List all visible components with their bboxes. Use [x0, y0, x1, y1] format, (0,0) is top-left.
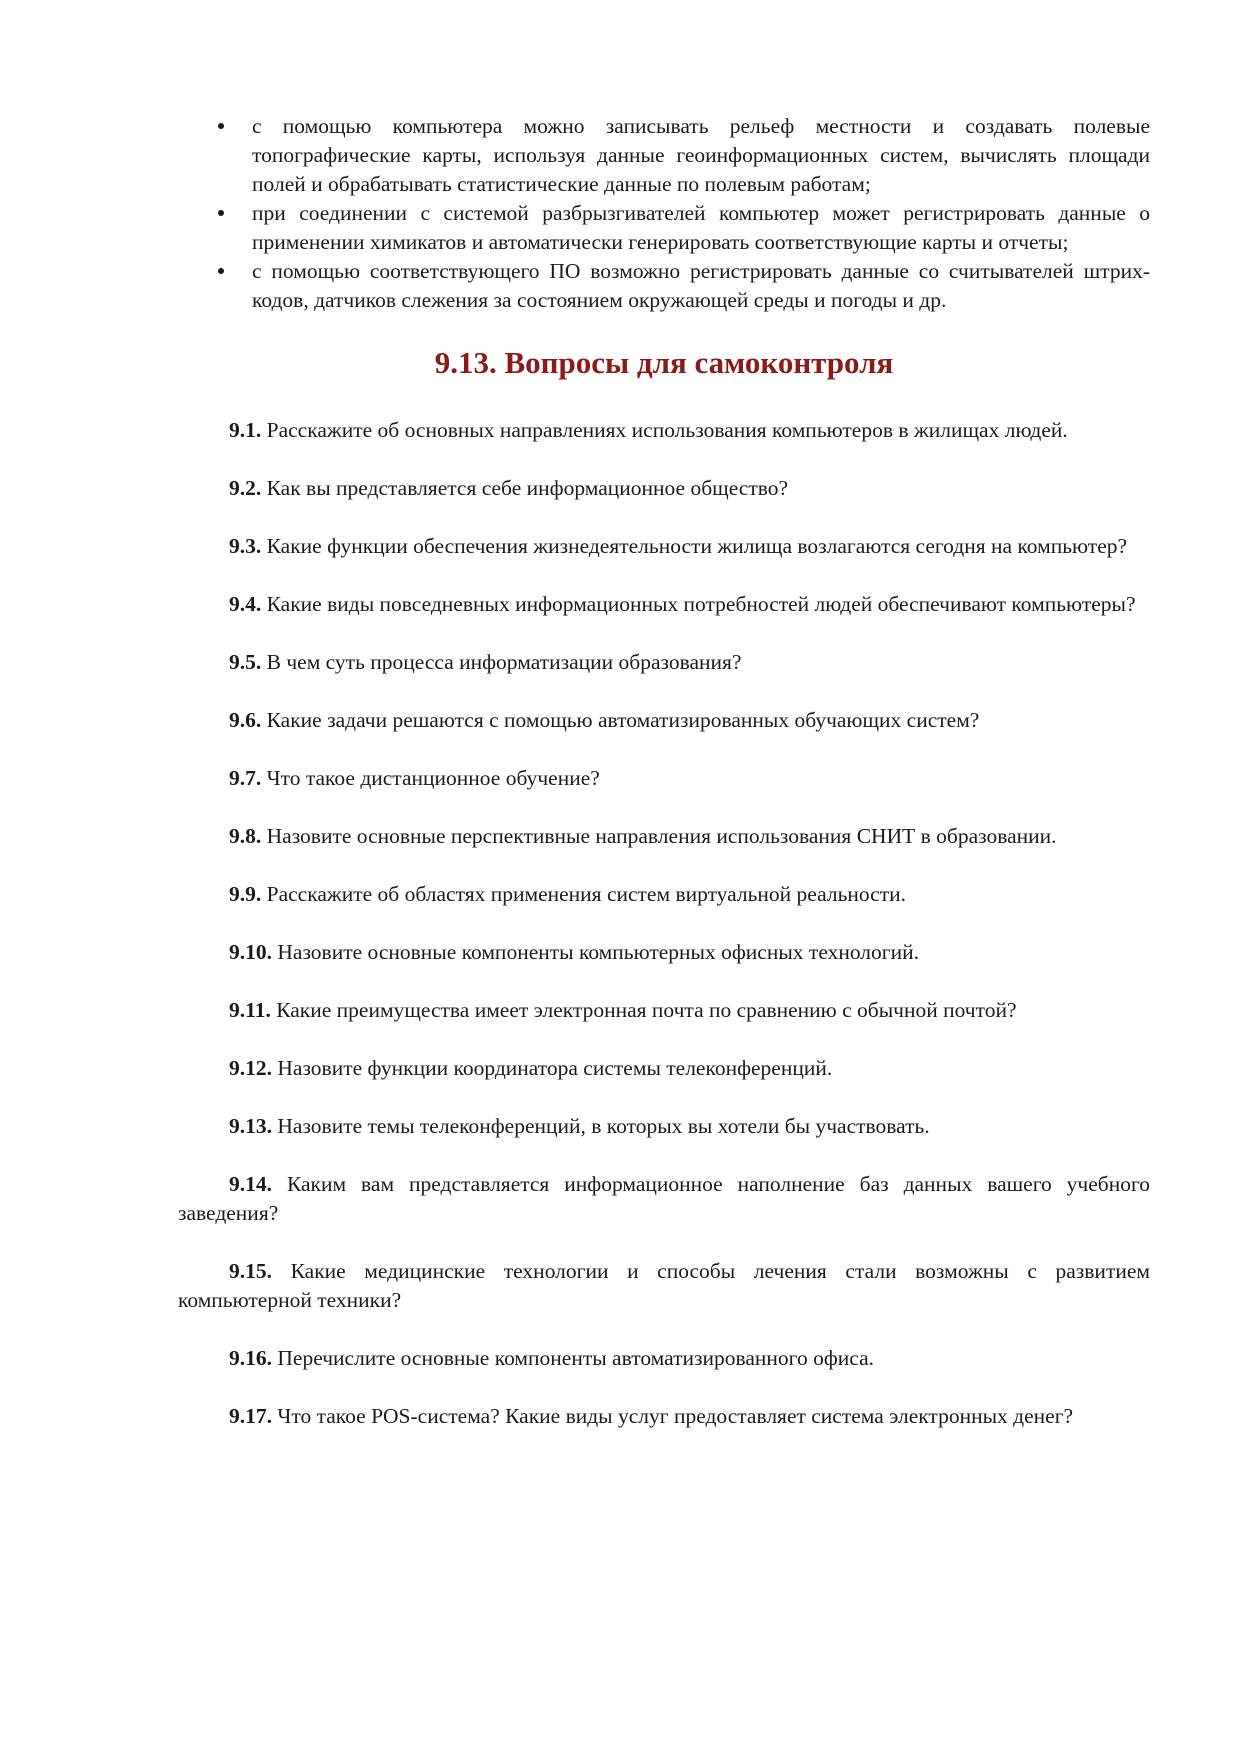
question-number: 9.14. [229, 1172, 272, 1196]
question-item [178, 822, 1150, 851]
bullet-item [178, 257, 1150, 315]
question-text: Назовите основные перспективные направления использования СНИТ в образовании. [266, 824, 1057, 848]
question-text: Расскажите об областях применения систем виртуальной реальности. [266, 882, 906, 906]
question-text: Расскажите об основных направлениях использования компьютеров в жилищах людей. [266, 418, 1068, 442]
question-number: 9.4. [229, 592, 262, 616]
question-number: 9.8. [229, 824, 262, 848]
question-text: Каким вам представляется информационное наполнение баз данных вашего учебного заведения? [178, 1172, 1151, 1225]
question-item [178, 416, 1150, 445]
bullet-icon [218, 268, 224, 274]
bullet-item [178, 112, 1150, 199]
question-item [178, 1257, 1150, 1315]
question-item [178, 938, 1150, 967]
question-item [178, 764, 1150, 793]
question-number: 9.15. [229, 1259, 272, 1283]
question-number: 9.6. [229, 708, 262, 732]
question-number: 9.1. [229, 418, 262, 442]
bullet-item [178, 199, 1150, 257]
question-item [178, 590, 1150, 619]
question-list [178, 416, 1150, 1431]
question-text: Какие функции обеспечения жизнедеятельности жилища возлагаются сегодня на компьютер? [266, 534, 1128, 558]
question-item [178, 532, 1150, 561]
bullet-list [178, 112, 1150, 315]
bullet-text: при соединении с системой разбрызгивателей компьютер может регистрировать данные о применении химикатов и автоматически генерировать соответствующие карты и отчеты; [252, 201, 1150, 254]
question-number: 9.17. [229, 1404, 272, 1428]
question-number: 9.2. [229, 476, 262, 500]
question-item [178, 706, 1150, 735]
question-item [178, 1054, 1150, 1083]
question-item [178, 996, 1150, 1025]
question-item [178, 1344, 1150, 1373]
question-item [178, 880, 1150, 909]
question-item [178, 1170, 1150, 1228]
question-item [178, 1112, 1150, 1141]
question-number: 9.11. [229, 998, 271, 1022]
section-heading: 9.13. Вопросы для самоконтроля [434, 345, 894, 380]
question-text: Какие медицинские технологии и способы лечения стали возможны с развитием компьютерной техники? [178, 1259, 1150, 1312]
question-number: 9.3. [229, 534, 262, 558]
question-text: Перечислите основные компоненты автоматизированного офиса. [277, 1346, 874, 1370]
bullet-icon [218, 210, 224, 216]
bullet-text: с помощью соответствующего ПО возможно регистрировать данные со считывателей штрих-кодов, датчиков слежения за состоянием окружающей среды и погоды и др. [252, 259, 1150, 312]
question-text: Что такое дистанционное обучение? [266, 766, 600, 790]
question-number: 9.9. [229, 882, 262, 906]
question-item [178, 648, 1150, 677]
question-number: 9.12. [229, 1056, 272, 1080]
question-number: 9.7. [229, 766, 262, 790]
question-text: Какие виды повседневных информационных потребностей людей обеспечивают компьютеры? [266, 592, 1136, 616]
question-text: Назовите функции координатора системы телеконференций. [277, 1056, 833, 1080]
question-text: Какие преимущества имеет электронная почта по сравнению с обычной почтой? [276, 998, 1017, 1022]
document-page [178, 112, 1150, 1460]
question-number: 9.16. [229, 1346, 272, 1370]
question-text: Что такое POS-система? Какие виды услуг предоставляет система электронных денег? [277, 1404, 1074, 1428]
question-text: В чем суть процесса информатизации образования? [266, 650, 742, 674]
question-text: Назовите основные компоненты компьютерных офисных технологий. [277, 940, 919, 964]
question-number: 9.13. [229, 1114, 272, 1138]
bullet-icon [218, 123, 224, 129]
question-item [178, 474, 1150, 503]
question-number: 9.5. [229, 650, 262, 674]
question-text: Какие задачи решаются с помощью автоматизированных обучающих систем? [266, 708, 980, 732]
question-text: Как вы представляется себе информационное общество? [266, 476, 789, 500]
question-item [178, 1402, 1150, 1431]
question-number: 9.10. [229, 940, 272, 964]
bullet-text: с помощью компьютера можно записывать рельеф местности и создавать полевые топографические карты, используя данные геоинформационных систем, вычислять площади полей и обрабатывать статистические данные по полевым работам; [252, 114, 1150, 196]
question-text: Назовите темы телеконференций, в которых вы хотели бы участвовать. [277, 1114, 930, 1138]
